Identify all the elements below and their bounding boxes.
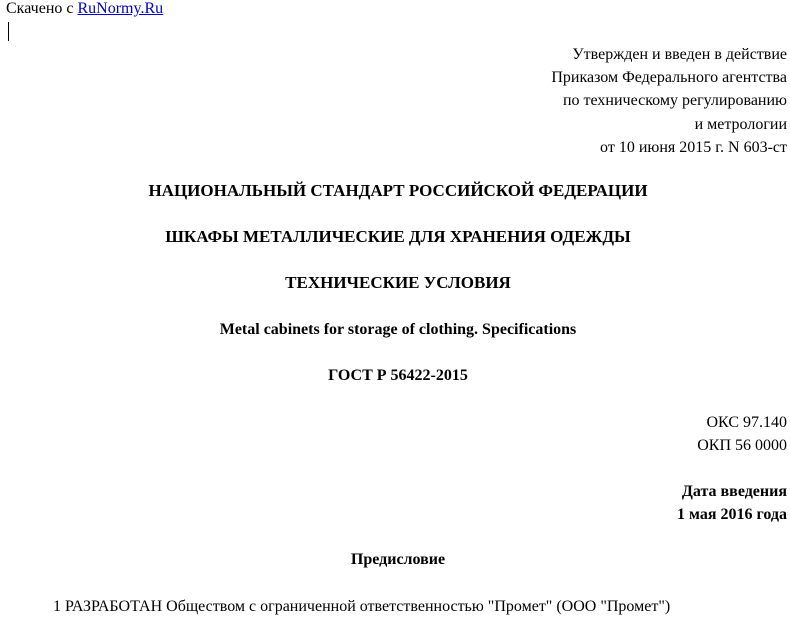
source-line <box>6 0 163 18</box>
classification-block <box>697 411 787 457</box>
approval-block <box>551 43 787 159</box>
approval-line: и метрологии <box>694 115 787 133</box>
approval-line: по техническому регулированию <box>562 92 787 110</box>
english-title: Metal cabinets for storage of clothing. Specifications <box>219 321 577 338</box>
standard-name-heading: ШКАФЫ МЕТАЛЛИЧЕСКИЕ ДЛЯ ХРАНЕНИЯ ОДЕЖДЫ <box>165 227 631 246</box>
source-link[interactable]: RuNormy.Ru <box>77 0 164 17</box>
okp-code: ОКП 56 0000 <box>697 437 787 454</box>
standard-code: ГОСТ Р 56422-2015 <box>328 367 468 384</box>
approval-line: Приказом Федерального агентства <box>551 69 787 87</box>
specifications-heading: ТЕХНИЧЕСКИЕ УСЛОВИЯ <box>285 273 511 292</box>
source-prefix: Скачено с <box>6 0 78 17</box>
introduction-date-block <box>677 480 787 526</box>
national-standard-heading: НАЦИОНАЛЬНЫЙ СТАНДАРТ РОССИЙСКОЙ ФЕДЕРАЦИИ <box>148 181 648 200</box>
preface-item-1: 1 РАЗРАБОТАН Обществом с ограниченной ответственностью "Промет" (ООО "Промет") <box>53 598 671 615</box>
text-cursor <box>8 22 9 41</box>
approval-line: Утвержден и введен в действие <box>572 46 787 63</box>
approval-line: от 10 июня 2015 г. N 603-ст <box>600 138 787 156</box>
introduction-date-label: Дата введения <box>681 483 787 500</box>
oks-code: ОКС 97.140 <box>706 414 787 431</box>
preface-heading: Предисловие <box>350 551 446 568</box>
introduction-date-value: 1 мая 2016 года <box>677 506 787 523</box>
